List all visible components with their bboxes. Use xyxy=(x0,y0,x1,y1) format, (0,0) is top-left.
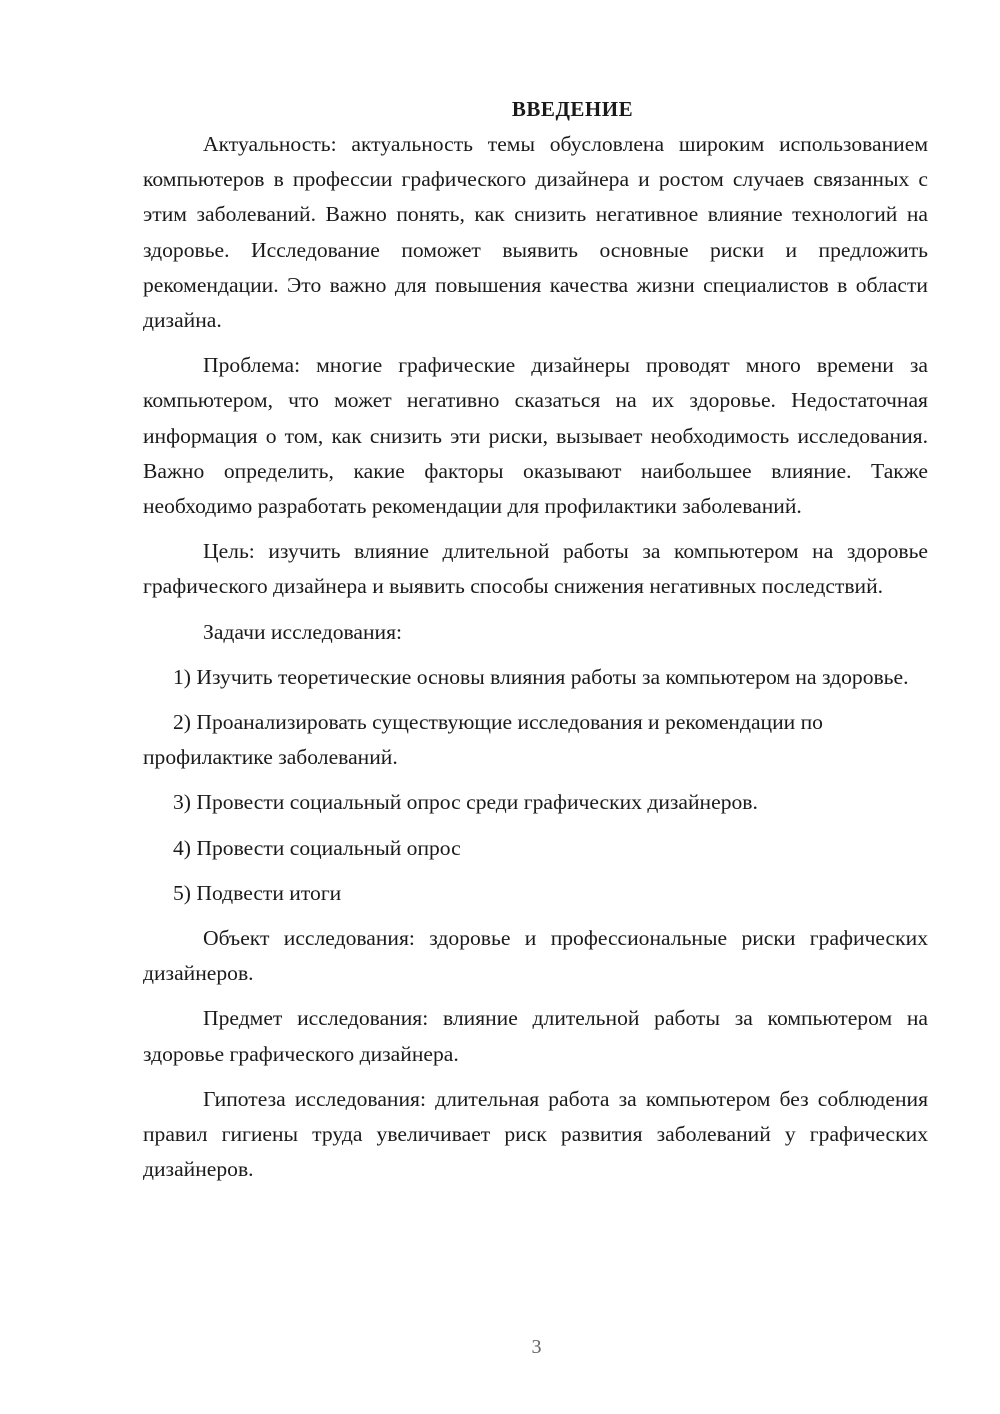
task-item-1: 1) Изучить теоретические основы влияния работы за компьютером на здоровье. xyxy=(173,664,909,689)
object-paragraph: Объект исследования: здоровье и профессиональные риски графических дизайнеров. xyxy=(143,926,928,986)
goal-paragraph: Цель: изучить влияние длительной работы за компьютером на здоровье графического дизайнера и выявить способы снижения негативных последствий. xyxy=(143,539,928,599)
subject-paragraph: Предмет исследования: влияние длительной работы за компьютером на здоровье графического дизайнера. xyxy=(143,1006,928,1066)
document-page xyxy=(143,92,928,1197)
task-item-4: 4) Провести социальный опрос xyxy=(173,835,461,860)
task-item-3: 3) Провести социальный опрос среди графических дизайнеров. xyxy=(173,790,758,815)
page-title: ВВЕДЕНИЕ xyxy=(511,97,634,121)
relevance-paragraph: Актуальность: актуальность темы обусловлена широким использованием компьютеров в профессии графического дизайнера и ростом случаев связанных с этим заболеваний. Важно понять, как снизить негативное влияние технологий на здоровье. Исследование поможет выявить основные риски и предложить рекомендации. Это важно для повышения качества жизни специалистов в области дизайна. xyxy=(143,132,928,333)
page-number: 3 xyxy=(531,1336,542,1358)
task-item-5: 5) Подвести итоги xyxy=(173,880,342,905)
problem-paragraph: Проблема: многие графические дизайнеры проводят много времени за компьютером, что может негативно сказаться на их здоровье. Недостаточная информация о том, как снизить эти риски, вызывает необходимость исследования. Важно определить, какие факторы оказывают наибольшее влияние. Также необходимо разработать рекомендации для профилактики заболеваний. xyxy=(143,353,928,519)
hypothesis-paragraph: Гипотеза исследования: длительная работа за компьютером без соблюдения правил гигиены труда увеличивает риск развития заболеваний у графических дизайнеров. xyxy=(143,1086,928,1182)
tasks-heading: Задачи исследования: xyxy=(203,619,403,644)
task-item-2: 2) Проанализировать существующие исследования и рекомендации по профилактике заболеваний. xyxy=(143,710,823,770)
